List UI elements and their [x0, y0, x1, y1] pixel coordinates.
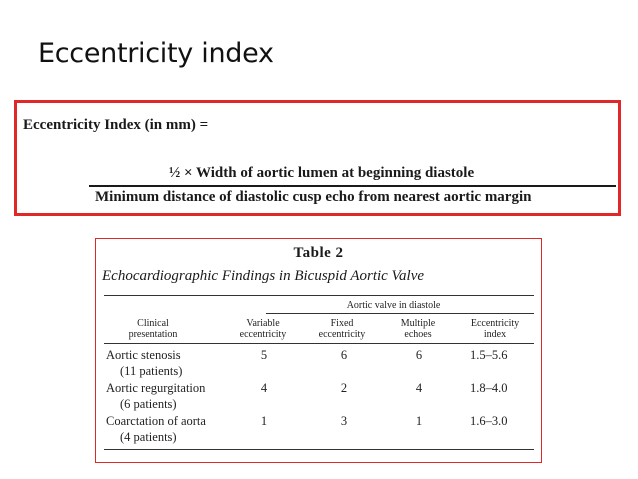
row-index: 1.6–3.0	[470, 414, 508, 428]
table-title: Table 2	[293, 245, 344, 261]
findings-table	[95, 238, 542, 463]
row-presentation: Coarctation of aorta	[106, 414, 206, 428]
row-variable: 4	[260, 381, 268, 395]
row-multiple: 6	[415, 348, 423, 362]
row-index: 1.8–4.0	[470, 381, 508, 395]
col-header-multiple: Multiple echoes	[400, 318, 436, 340]
row-fixed: 2	[340, 381, 348, 395]
col-header-variable: Variable eccentricity	[239, 318, 287, 340]
group-rule	[266, 313, 534, 314]
col-header-fixed: Fixed eccentricity	[318, 318, 366, 340]
row-multiple: 1	[415, 414, 423, 428]
row-patients: (6 patients)	[120, 397, 177, 411]
formula-numerator: ½ × Width of aortic lumen at beginning diastole	[169, 165, 475, 181]
row-index: 1.5–5.6	[470, 348, 508, 362]
table-caption: Echocardiographic Findings in Bicuspid Aortic Valve	[102, 268, 425, 284]
table-bottom-rule	[104, 449, 534, 450]
slide-title: Eccentricity index	[38, 38, 274, 69]
formula-box	[14, 100, 621, 216]
col-header-clinical: Clinical presentation	[128, 318, 178, 340]
formula-lhs: Eccentricity Index (in mm) =	[23, 117, 209, 133]
row-presentation: Aortic regurgitation	[106, 381, 206, 395]
group-header: Aortic valve in diastole	[346, 300, 441, 311]
row-fixed: 6	[340, 348, 348, 362]
fraction-bar	[89, 185, 616, 187]
row-multiple: 4	[415, 381, 423, 395]
row-presentation: Aortic stenosis	[106, 348, 181, 362]
header-bottom-rule	[104, 343, 534, 344]
table-top-rule	[104, 295, 534, 296]
row-patients: (11 patients)	[120, 364, 183, 378]
row-fixed: 3	[340, 414, 348, 428]
col-header-index: Eccentricity index	[470, 318, 520, 340]
row-variable: 1	[260, 414, 268, 428]
row-variable: 5	[260, 348, 268, 362]
row-patients: (4 patients)	[120, 430, 177, 444]
formula-denominator: Minimum distance of diastolic cusp echo from nearest aortic margin	[95, 189, 532, 205]
